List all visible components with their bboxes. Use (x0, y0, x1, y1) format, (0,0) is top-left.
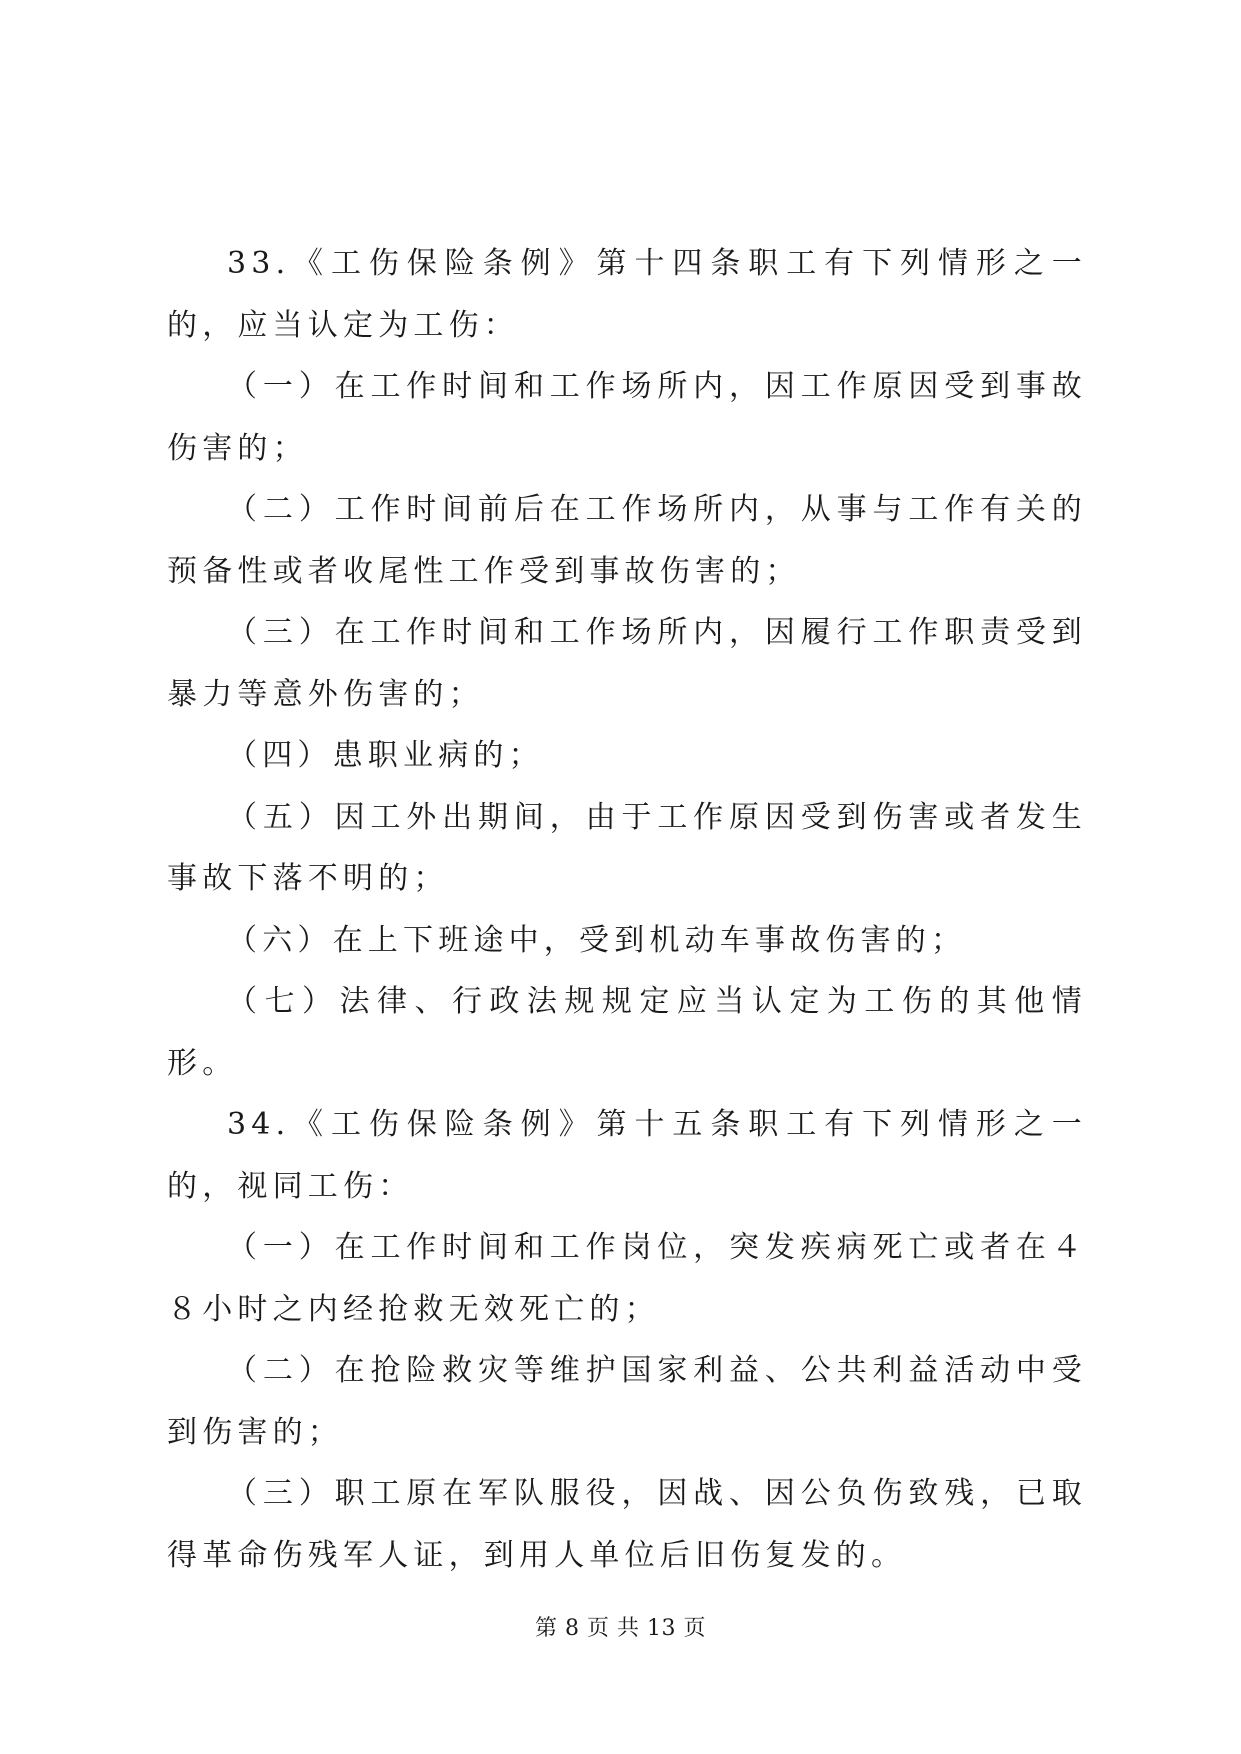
paragraph-article-14-item-7: （七）法律、行政法规规定应当认定为工伤的其他情形。 (167, 984, 1087, 1081)
paragraph-article-14-item-1: （一）在工作时间和工作场所内，因工作原因受到事故伤害的； (167, 369, 1087, 466)
paragraph-article-15-item-2: （二）在抢险救灾等维护国家利益、公共利益活动中受到伤害的； (167, 1353, 1087, 1450)
paragraph-article-15-item-1: （一）在工作时间和工作岗位，突发疾病死亡或者在４８小时之内经抢救无效死亡的； (167, 1230, 1087, 1327)
document-body (167, 233, 1087, 1586)
paragraph-article-14-intro: 33.《工伤保险条例》第十四条职工有下列情形之一的，应当认定为工伤： (167, 246, 1087, 343)
paragraph-article-14-item-4: （四）患职业病的； (227, 738, 544, 773)
paragraph-article-15-intro: 34.《工伤保险条例》第十五条职工有下列情形之一的，视同工伤： (167, 1107, 1087, 1204)
page-number-footer: 第 8 页 共 13 页 (535, 1616, 706, 1641)
paragraph-article-14-item-5: （五）因工外出期间，由于工作原因受到伤害或者发生事故下落不明的； (167, 799, 1087, 896)
paragraph-article-14-item-3: （三）在工作时间和工作场所内，因履行工作职责受到暴力等意外伤害的； (167, 615, 1087, 712)
paragraph-article-14-item-6: （六）在上下班途中，受到机动车事故伤害的； (227, 922, 967, 958)
paragraph-article-14-item-2: （二）工作时间前后在工作场所内，从事与工作有关的预备性或者收尾性工作受到事故伤害的； (167, 492, 1087, 589)
paragraph-article-15-item-3: （三）职工原在军队服役，因战、因公负伤致残，已取得革命伤残军人证，到用人单位后旧伤复发的。 (167, 1476, 1087, 1573)
